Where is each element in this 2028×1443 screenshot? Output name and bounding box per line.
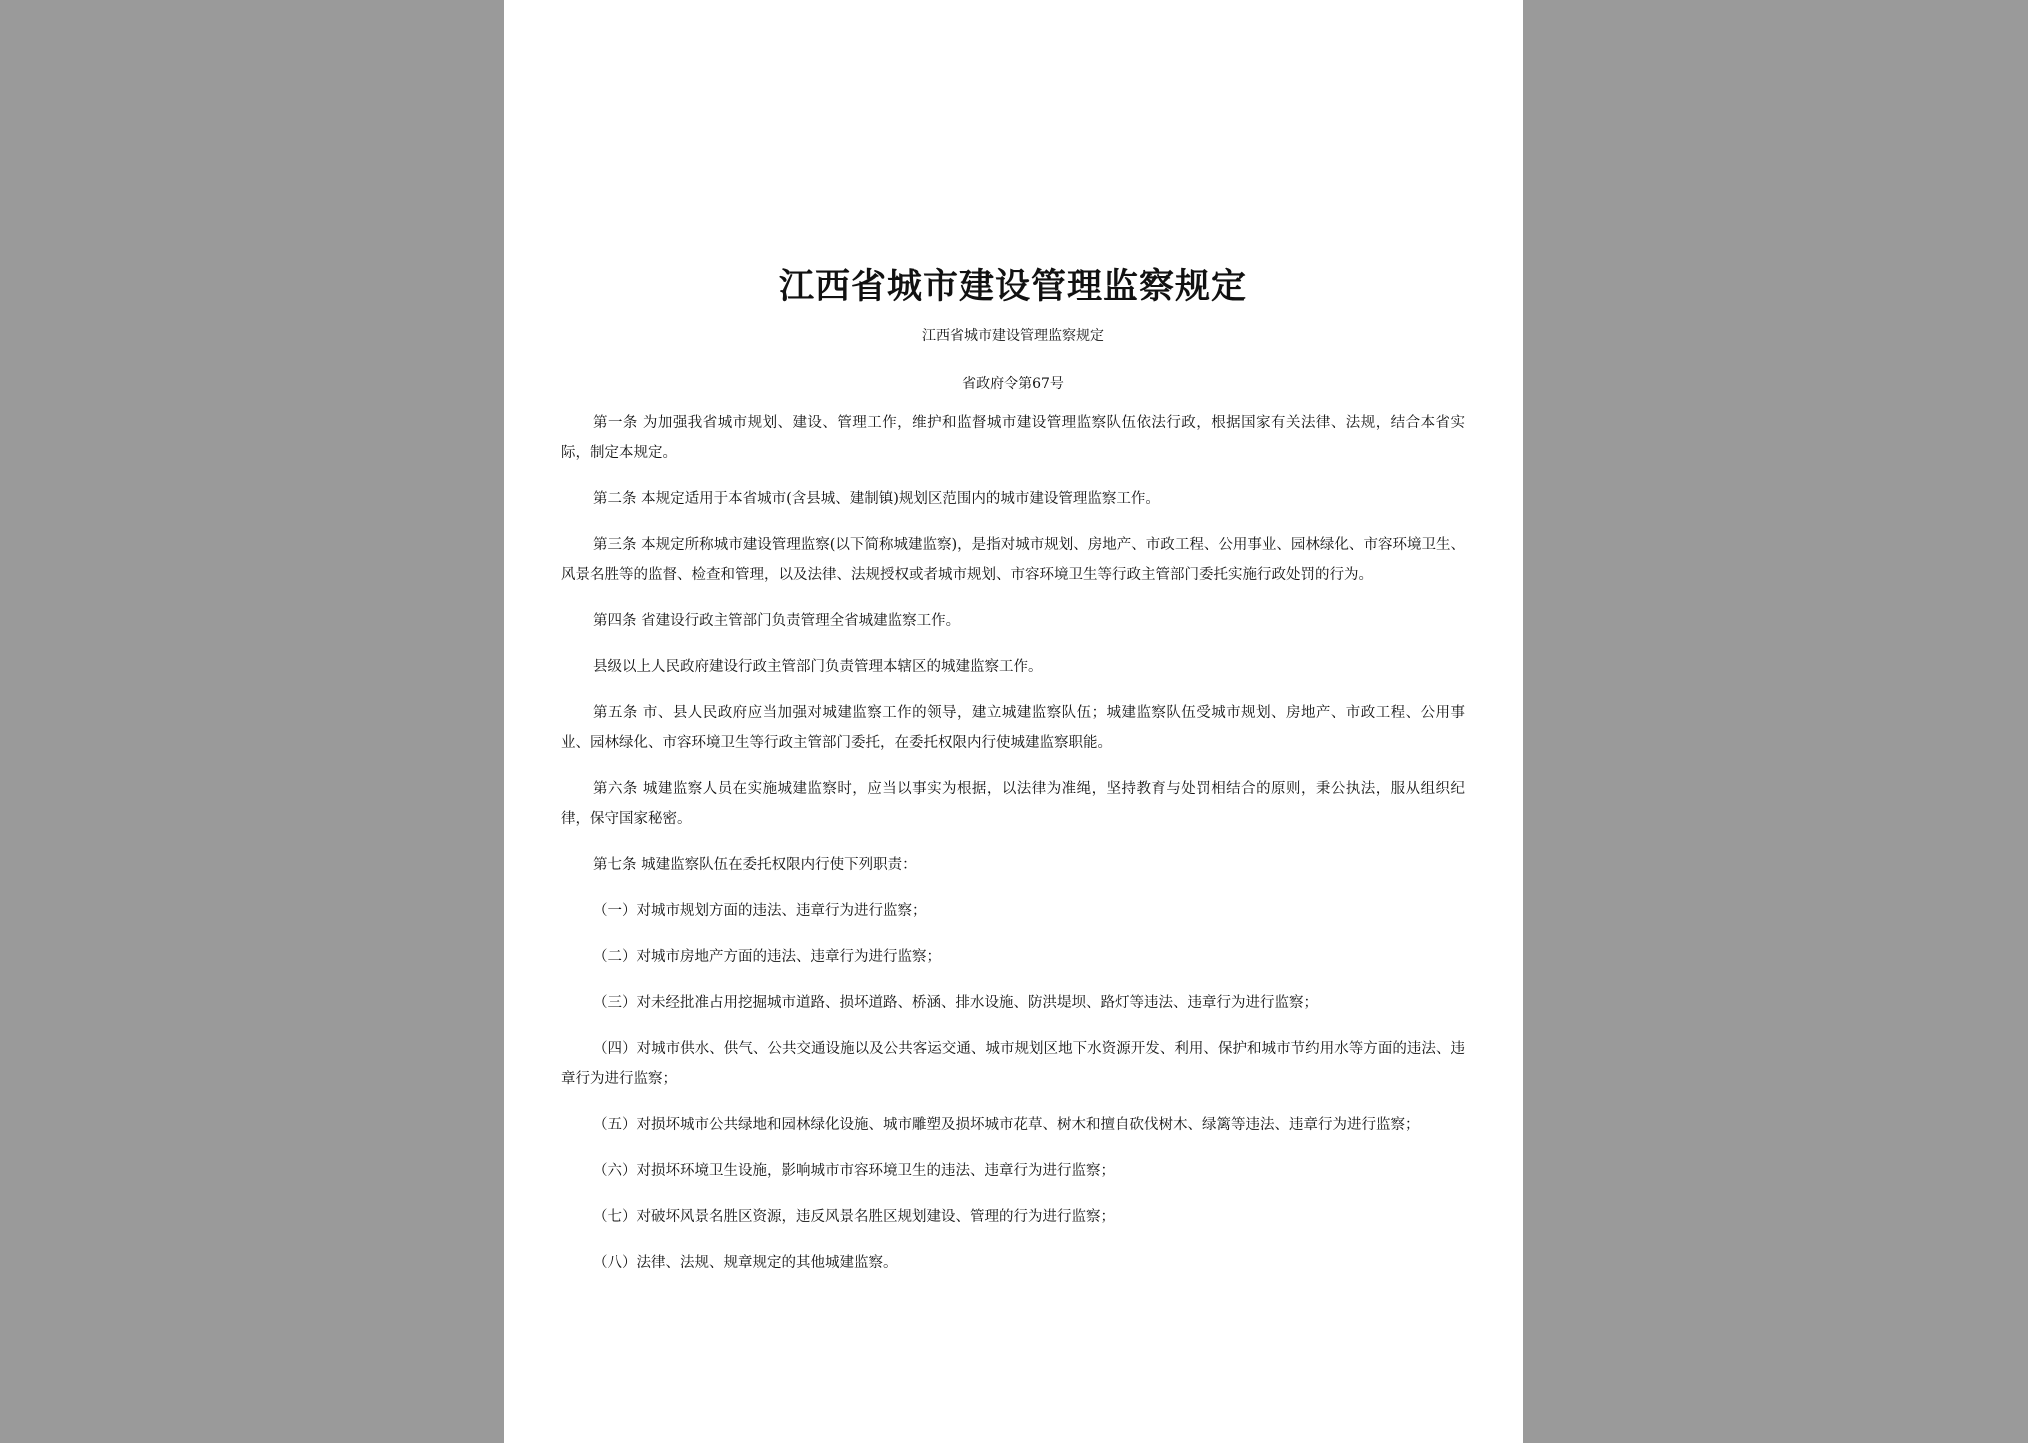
paragraph-article-6: 第六条 城建监察人员在实施城建监察时，应当以事实为根据，以法律为准绳，坚持教育与处罚相结合的原则，秉公执法，服从组织纪律，保守国家秘密。	[561, 781, 1465, 827]
paragraph-article-1: 第一条 为加强我省城市规划、建设、管理工作，维护和监督城市建设管理监察队伍依法行政，根据国家有关法律、法规，结合本省实际，制定本规定。	[561, 415, 1465, 461]
paragraph-article-4: 第四条 省建设行政主管部门负责管理全省城建监察工作。	[593, 613, 961, 629]
list-item-duty-4: （四）对城市供水、供气、公共交通设施以及公共客运交通、城市规划区地下水资源开发、利用、保护和城市节约用水等方面的违法、违章行为进行监察；	[561, 1041, 1465, 1087]
list-item-duty-8: （八）法律、法规、规章规定的其他城建监察。	[593, 1255, 898, 1271]
list-item-duty-7: （七）对破坏风景名胜区资源，违反风景名胜区规划建设、管理的行为进行监察；	[593, 1209, 1115, 1225]
government-order-number: 省政府令第67号	[962, 376, 1064, 392]
paragraph-article-4-county: 县级以上人民政府建设行政主管部门负责管理本辖区的城建监察工作。	[593, 659, 1043, 675]
paragraph-article-7: 第七条 城建监察队伍在委托权限内行使下列职责：	[593, 857, 917, 873]
paragraph-article-5: 第五条 市、县人民政府应当加强对城建监察工作的领导，建立城建监察队伍；城建监察队伍受城市规划、房地产、市政工程、公用事业、园林绿化、市容环境卫生等行政主管部门委托，在委托权限内行使城建监察职能。	[561, 705, 1465, 751]
paragraph-article-3: 第三条 本规定所称城市建设管理监察(以下简称城建监察)，是指对城市规划、房地产、市政工程、公用事业、园林绿化、市容环境卫生、风景名胜等的监督、检查和管理，以及法律、法规授权或者城市规划、市容环境卫生等行政主管部门委托实施行政处罚的行为。	[561, 537, 1465, 583]
list-item-duty-5: （五）对损坏城市公共绿地和园林绿化设施、城市雕塑及损坏城市花草、树木和擅自砍伐树木、绿篱等违法、违章行为进行监察；	[593, 1117, 1420, 1133]
paragraph-article-2: 第二条 本规定适用于本省城市(含县城、建制镇)规划区范围内的城市建设管理监察工作。	[593, 491, 1160, 507]
list-item-duty-2: （二）对城市房地产方面的违法、违章行为进行监察；	[593, 949, 941, 965]
list-item-duty-6: （六）对损坏环境卫生设施，影响城市市容环境卫生的违法、违章行为进行监察；	[593, 1163, 1115, 1179]
list-item-duty-3: （三）对未经批准占用挖掘城市道路、损坏道路、桥涵、排水设施、防洪堤坝、路灯等违法、违章行为进行监察；	[593, 995, 1318, 1011]
document-page	[504, 0, 1523, 1443]
list-item-duty-1: （一）对城市规划方面的违法、违章行为进行监察；	[593, 903, 927, 919]
document-title: 江西省城市建设管理监察规定	[778, 267, 1247, 307]
document-subtitle: 江西省城市建设管理监察规定	[922, 328, 1104, 344]
